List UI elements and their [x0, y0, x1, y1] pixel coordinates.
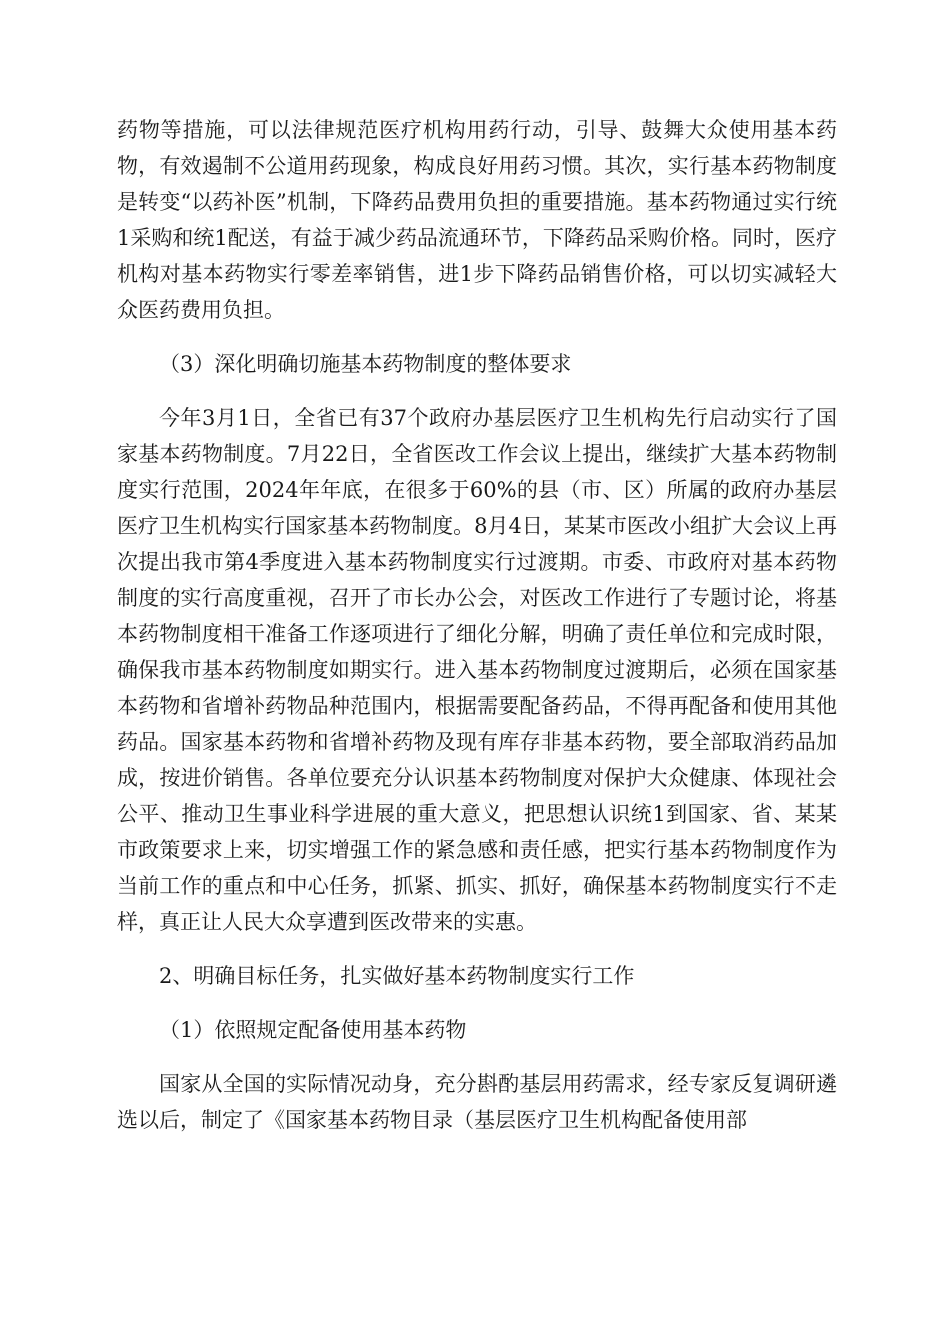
paragraph-requirements: 今年3月1日，全省已有37个政府办基层医疗卫生机构先行启动实行了国家基本药物制度。7月22日，全省医改工作会议上提出，继续扩大基本药物制度实行范围，2024年年底，在很多于60%的县（市、区）所属的政府办基层医疗卫生机构实行国家基本药物制度。8月4日，某某市医改小组扩大会议上再次提出我市第4季度进入基本药物制度实行过渡期。市委、市政府对基本药物制度的实行高度重视，召开了市长办公会，对医改工作进行了专题讨论，将基本药物制度相干准备工作逐项进行了细化分解，明确了责任单位和完成时限，确保我市基本药物制度如期实行。进入基本药物制度过渡期后，必须在国家基本药物和省增补药物品种范围内，根据需要配备药品，不得再配备和使用其他药品。国家基本药物和省增补药物及现有库存非基本药物，要全部取消药品加成，按进价销售。各单位要充分认识基本药物制度对保护大众健康、体现社会公平、推动卫生事业科学进展的重大意义，把思想认识统1到国家、省、某某市政策要求上来，切实增强工作的紧急感和责任感，把实行基本药物制度作为当前工作的重点和中心任务，抓紧、抓实、抓好，确保基本药物制度实行不走样，真正让人民大众享遭到医改带来的实惠。	[117, 406, 837, 934]
document-page	[117, 112, 837, 1138]
paragraph-national-list: 国家从全国的实际情况动身，充分斟酌基层用药需求，经专家反复调研遴选以后，制定了《国家基本药物目录（基层医疗卫生机构配备使用部	[117, 1072, 837, 1132]
subsection-heading-1: （1）依照规定配备使用基本药物	[159, 1018, 467, 1042]
paragraph-continued: 药物等措施，可以法律规范医疗机构用药行动，引导、鼓舞大众使用基本药物，有效遏制不公道用药现象，构成良好用药习惯。其次，实行基本药物制度是转变“以药补医”机制，下降药品费用负担的重要措施。基本药物通过实行统1采购和统1配送，有益于减少药品流通环节，下降药品采购价格。同时，医疗机构对基本药物实行零差率销售，进1步下降药品销售价格，可以切实减轻大众医药费用负担。	[117, 118, 837, 322]
section-heading-2: 2、明确目标任务，扎实做好基本药物制度实行工作	[159, 964, 635, 988]
section-heading-3: （3）深化明确切施基本药物制度的整体要求	[159, 352, 572, 376]
